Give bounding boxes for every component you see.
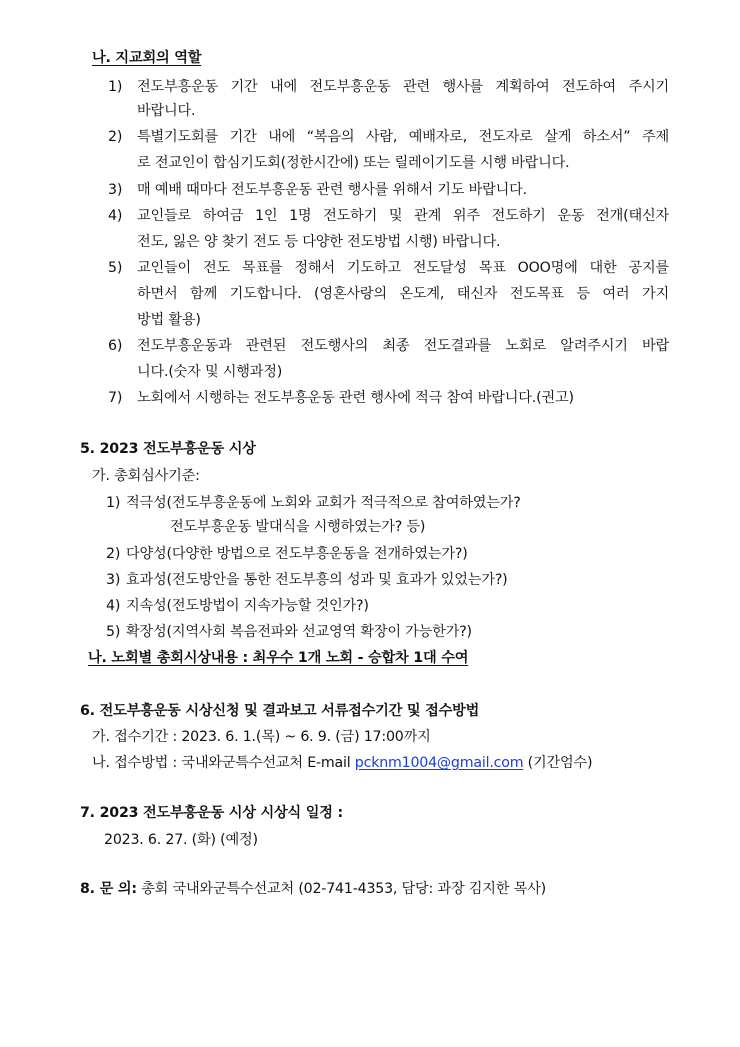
criteria-3-text: 효과성(전도방안을 통한 전도부흥의 성과 및 효과가 있었는가?) <box>126 572 508 588</box>
submission-method <box>92 753 592 773</box>
roles-item-4-num: 4) <box>108 208 123 224</box>
award-content: 나. 노회별 총회시상내용 : 최우수 1개 노회 - 승합차 1대 수여 <box>88 650 469 666</box>
criteria-3-num: 3) <box>106 572 121 588</box>
submission-method-prefix: 나. 접수방법 : 국내와군특수선교처 E-mail <box>92 755 355 771</box>
criteria-4-num: 4) <box>106 598 121 614</box>
roles-item-4-line-1: 교인들로 하여금 1인 1명 전도하기 및 관계 위주 전도하기 운동 전개(태신자 <box>137 208 669 224</box>
roles-item-1-line-1: 전도부흥운동 기간 내에 전도부흥운동 관련 행사를 계획하여 전도하여 주시기 <box>137 79 669 95</box>
criteria-1-num: 1) <box>106 495 121 511</box>
criteria-2-num: 2) <box>106 546 121 562</box>
roles-item-5-line-1: 교인들이 전도 목표를 정해서 기도하고 전도달성 목표 OOO명에 대한 공지를 <box>137 260 669 276</box>
roles-item-2-line-2: 로 전교인이 합심기도회(정한시간에) 또는 릴레이기도를 시행 바랍니다. <box>137 155 570 171</box>
criteria-5-num: 5) <box>106 624 121 640</box>
section7-heading: 7. 2023 전도부흥운동 시상 시상식 일정 : <box>80 805 344 821</box>
section6-heading: 6. 전도부흥운동 시상신청 및 결과보고 서류접수기간 및 접수방법 <box>80 703 480 719</box>
roles-item-6-num: 6) <box>108 338 123 354</box>
inquiry-label: 8. 문 의: <box>80 881 137 897</box>
roles-item-3-line-1: 매 예배 때마다 전도부흥운동 관련 행사를 위해서 기도 바랍니다. <box>137 182 527 198</box>
roles-item-5-line-2: 하면서 함께 기도합니다. (영혼사랑의 온도계, 태신자 전도목표 등 여러 가지 <box>137 286 669 302</box>
roles-heading: 나. 지교회의 역할 <box>92 50 202 66</box>
roles-item-7-num: 7) <box>108 390 123 406</box>
section5-heading: 5. 2023 전도부흥운동 시상 <box>80 441 256 457</box>
inquiry-text: 총회 국내와군특수선교처 (02-741-4353, 담당: 과장 김지한 목사) <box>136 881 546 897</box>
roles-item-6-line-1: 전도부흥운동과 관련된 전도행사의 최종 전도결과를 노회로 알려주시기 바랍 <box>137 338 669 354</box>
criteria-heading: 가. 총회심사기준: <box>92 468 200 484</box>
criteria-5-text: 확장성(지역사회 복음전파와 선교영역 확장이 가능한가?) <box>126 624 472 640</box>
ceremony-date: 2023. 6. 27. (화) (예정) <box>104 832 258 848</box>
roles-item-6-line-2: 니다.(숫자 및 시행과정) <box>137 364 283 380</box>
criteria-1-text: 적극성(전도부흥운동에 노회와 교회가 적극적으로 참여하였는가? <box>126 495 521 511</box>
criteria-1-cont: 전도부흥운동 발대식을 시행하였는가? 등) <box>170 519 426 535</box>
roles-item-4-line-2: 전도, 잃은 양 찾기 전도 등 다양한 전도방법 시행) 바랍니다. <box>137 234 501 250</box>
roles-item-1-line-2: 바랍니다. <box>137 103 196 119</box>
submission-period: 가. 접수기간 : 2023. 6. 1.(목) ~ 6. 9. (금) 17:00까지 <box>92 729 431 745</box>
roles-item-2-num: 2) <box>108 129 123 145</box>
inquiry <box>80 879 546 899</box>
criteria-2-text: 다양성(다양한 방법으로 전도부흥운동을 전개하였는가?) <box>126 546 468 562</box>
email-link[interactable]: pcknm1004@gmail.com <box>354 755 524 771</box>
roles-item-5-num: 5) <box>108 260 123 276</box>
roles-item-2-line-1: 특별기도회를 기간 내에 “복음의 사람, 예배자로, 전도자로 살게 하소서” 주제 <box>137 129 669 145</box>
roles-item-3-num: 3) <box>108 182 123 198</box>
criteria-4-text: 지속성(전도방법이 지속가능할 것인가?) <box>126 598 369 614</box>
roles-item-7-line-1: 노회에서 시행하는 전도부흥운동 관련 행사에 적극 참여 바랍니다.(권고) <box>137 390 574 406</box>
roles-item-1-num: 1) <box>108 79 123 95</box>
submission-method-suffix: (기간엄수) <box>523 755 593 771</box>
roles-item-5-line-3: 방법 활용) <box>137 312 201 328</box>
